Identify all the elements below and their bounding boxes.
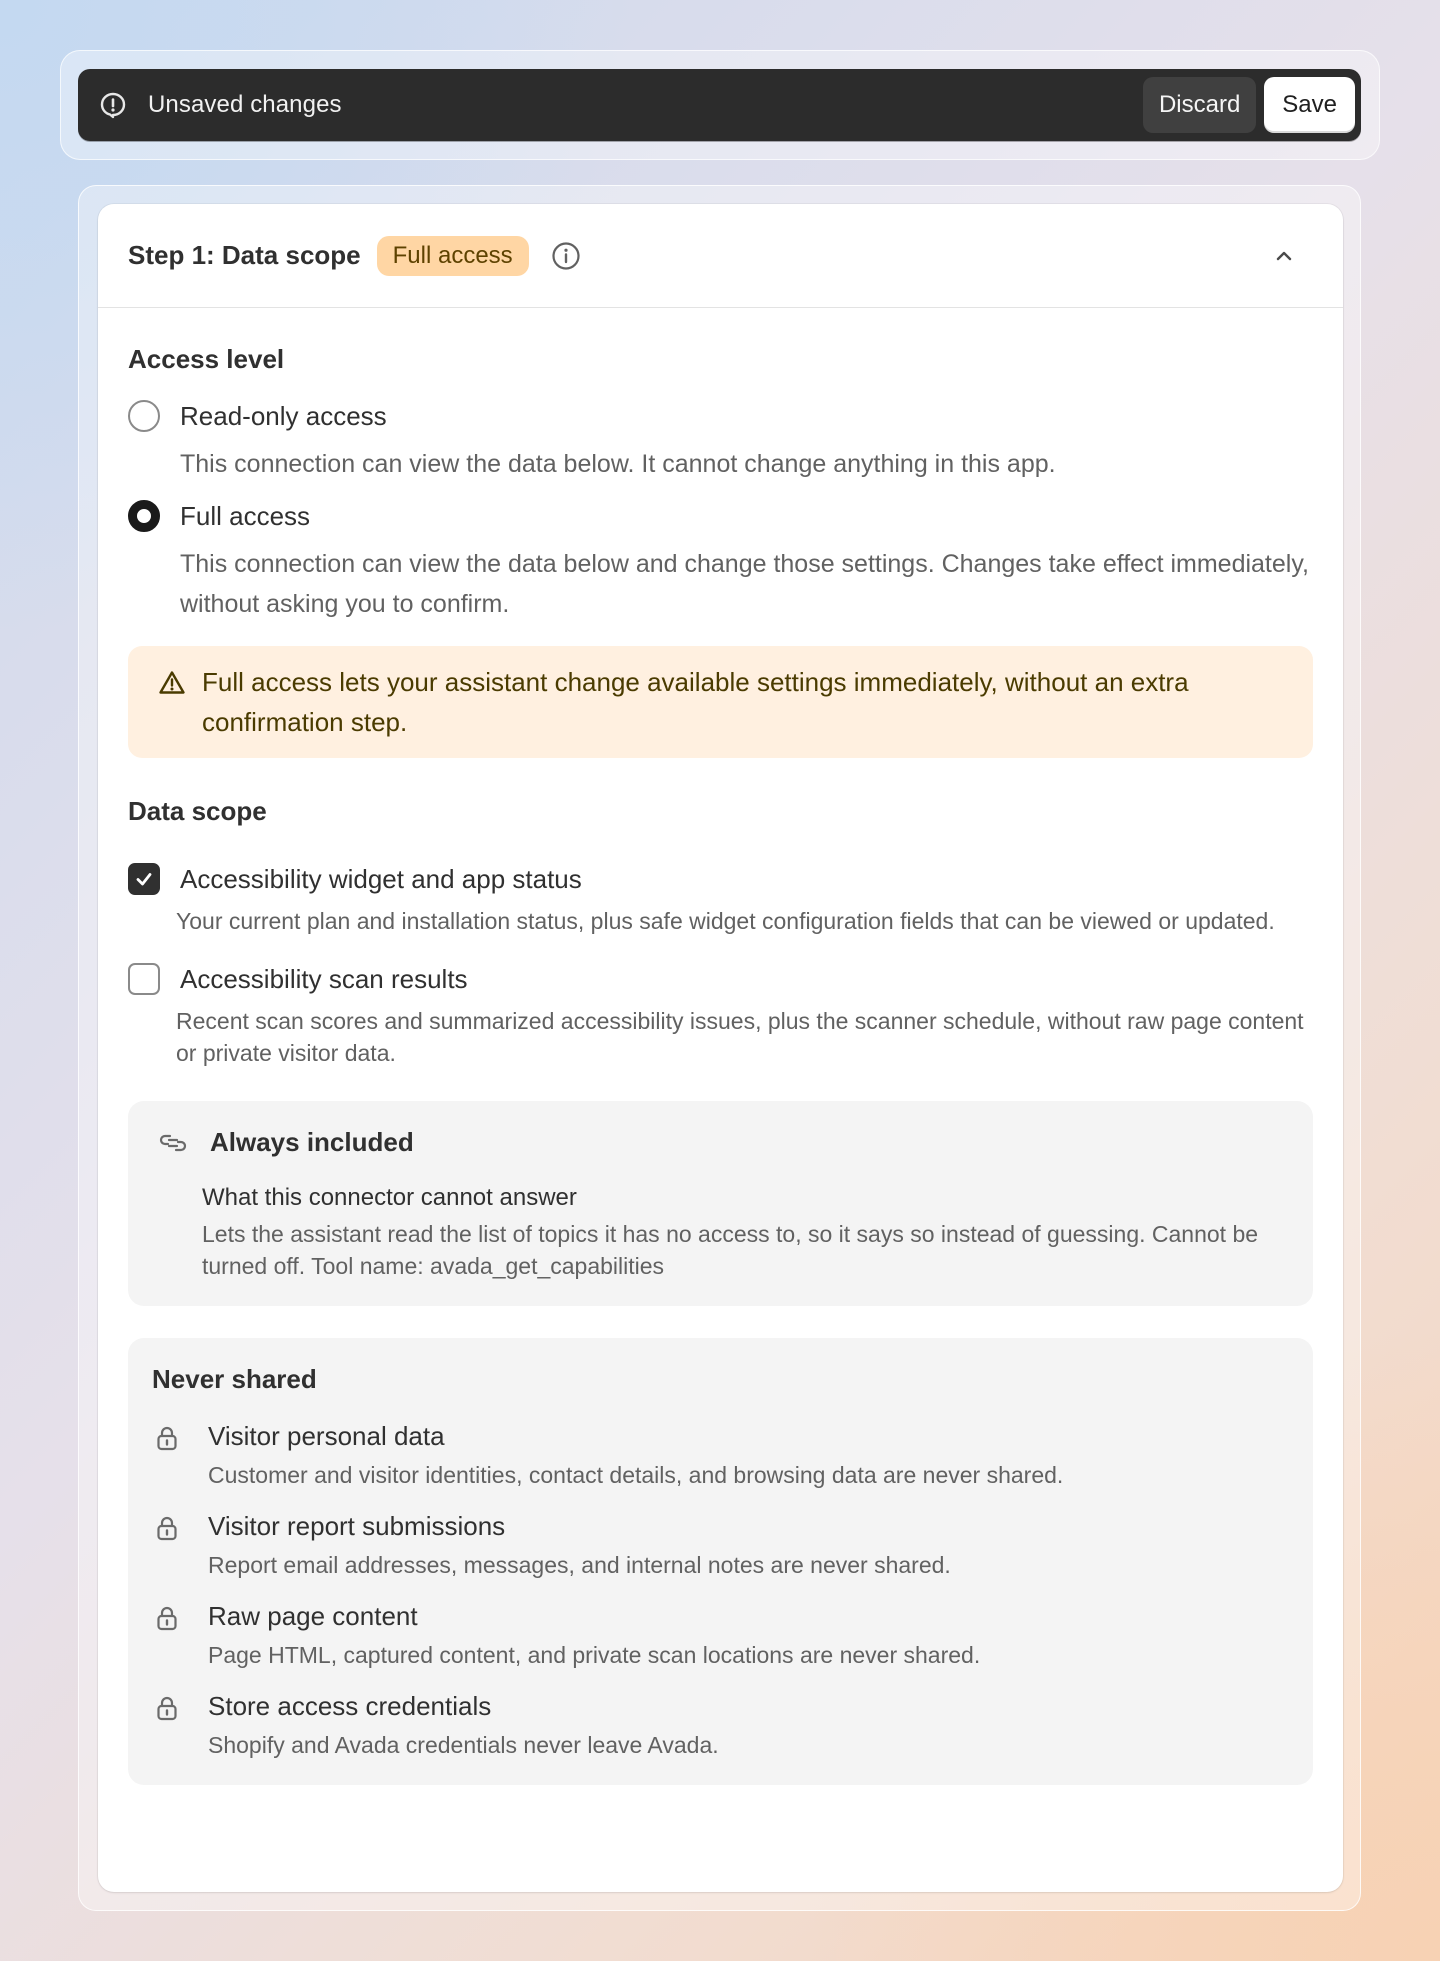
- unsaved-changes-message: Unsaved changes: [148, 91, 342, 118]
- option-label: Read-only access: [180, 400, 387, 431]
- data-scope-heading: Data scope: [128, 796, 267, 826]
- data-scope-card: [98, 204, 1343, 1892]
- checkmark-icon: [133, 868, 155, 890]
- always-included-item-description: Lets the assistant read the list of topics it has no access to, so it says so instead of guessing. Cannot be turned off. Tool name: avada_get_capabilities: [202, 1221, 1259, 1279]
- checkbox-unchecked[interactable]: [128, 963, 160, 995]
- info-icon[interactable]: [551, 241, 581, 271]
- never-shared-item-description: Customer and visitor identities, contact details, and browsing data are never shared.: [208, 1462, 1064, 1488]
- option-description: This connection can view the data below. It cannot change anything in this app.: [180, 450, 1056, 478]
- never-shared-panel: [128, 1338, 1313, 1785]
- radio-full-access[interactable]: [128, 500, 1313, 532]
- radio-button-checked[interactable]: [128, 500, 160, 532]
- warning-banner: [128, 646, 1313, 758]
- never-shared-item-description: Report email addresses, messages, and internal notes are never shared.: [208, 1552, 951, 1578]
- option-description: This connection can view the data below and change those settings. Changes take effect immediately, without asking you to confirm.: [180, 550, 1309, 618]
- contextual-save-bar: [78, 69, 1361, 141]
- checkbox-widget-status[interactable]: [128, 863, 1313, 895]
- always-included-title: Always included: [210, 1127, 414, 1157]
- never-shared-item-title: Store access credentials: [208, 1691, 492, 1721]
- never-shared-item-title: Visitor report submissions: [208, 1511, 506, 1541]
- lock-icon: [152, 1693, 182, 1723]
- checkbox-scan-results[interactable]: [128, 963, 1313, 995]
- always-included-item-title: What this connector cannot answer: [202, 1184, 577, 1211]
- card-title: Step 1: Data scope: [128, 240, 361, 270]
- radio-read-only[interactable]: [128, 400, 1313, 432]
- always-included-header: [158, 1127, 1283, 1158]
- always-included-panel: [128, 1101, 1313, 1306]
- never-shared-item: [152, 1511, 1289, 1579]
- lock-icon: [152, 1603, 182, 1633]
- link-icon: [158, 1128, 188, 1158]
- checkbox-label: Accessibility widget and app status: [180, 863, 582, 894]
- radio-button-unchecked[interactable]: [128, 400, 160, 432]
- lock-icon: [152, 1423, 182, 1453]
- save-button[interactable]: Save: [1264, 77, 1355, 133]
- checkbox-label: Accessibility scan results: [180, 963, 468, 994]
- lock-icon: [152, 1513, 182, 1543]
- never-shared-item: [152, 1691, 1289, 1759]
- option-label: Full access: [180, 500, 311, 531]
- never-shared-item-title: Raw page content: [208, 1601, 418, 1631]
- checkbox-checked[interactable]: [128, 863, 160, 895]
- access-level-heading: Access level: [128, 344, 285, 374]
- never-shared-item-description: Page HTML, captured content, and private scan locations are never shared.: [208, 1642, 981, 1668]
- never-shared-title: Never shared: [152, 1364, 317, 1394]
- never-shared-item: [152, 1421, 1289, 1489]
- card-header[interactable]: [98, 204, 1343, 308]
- chevron-up-icon[interactable]: [1269, 241, 1299, 271]
- checkbox-description: Recent scan scores and summarized accessibility issues, plus the scanner schedule, without raw page content or private visitor data.: [176, 1008, 1304, 1066]
- never-shared-item: [152, 1601, 1289, 1669]
- access-badge: Full access: [377, 236, 529, 276]
- card-body: [98, 344, 1343, 1785]
- never-shared-item-title: Visitor personal data: [208, 1421, 445, 1451]
- warning-text: Full access lets your assistant change available settings immediately, without an extra confirmation step.: [202, 667, 1189, 737]
- never-shared-item-description: Shopify and Avada credentials never leave Avada.: [208, 1732, 719, 1758]
- alert-circle-icon: [98, 90, 128, 120]
- checkbox-description: Your current plan and installation status, plus safe widget configuration fields that can be viewed or updated.: [176, 908, 1275, 934]
- discard-button[interactable]: Discard: [1143, 77, 1256, 133]
- alert-triangle-icon: [158, 669, 186, 702]
